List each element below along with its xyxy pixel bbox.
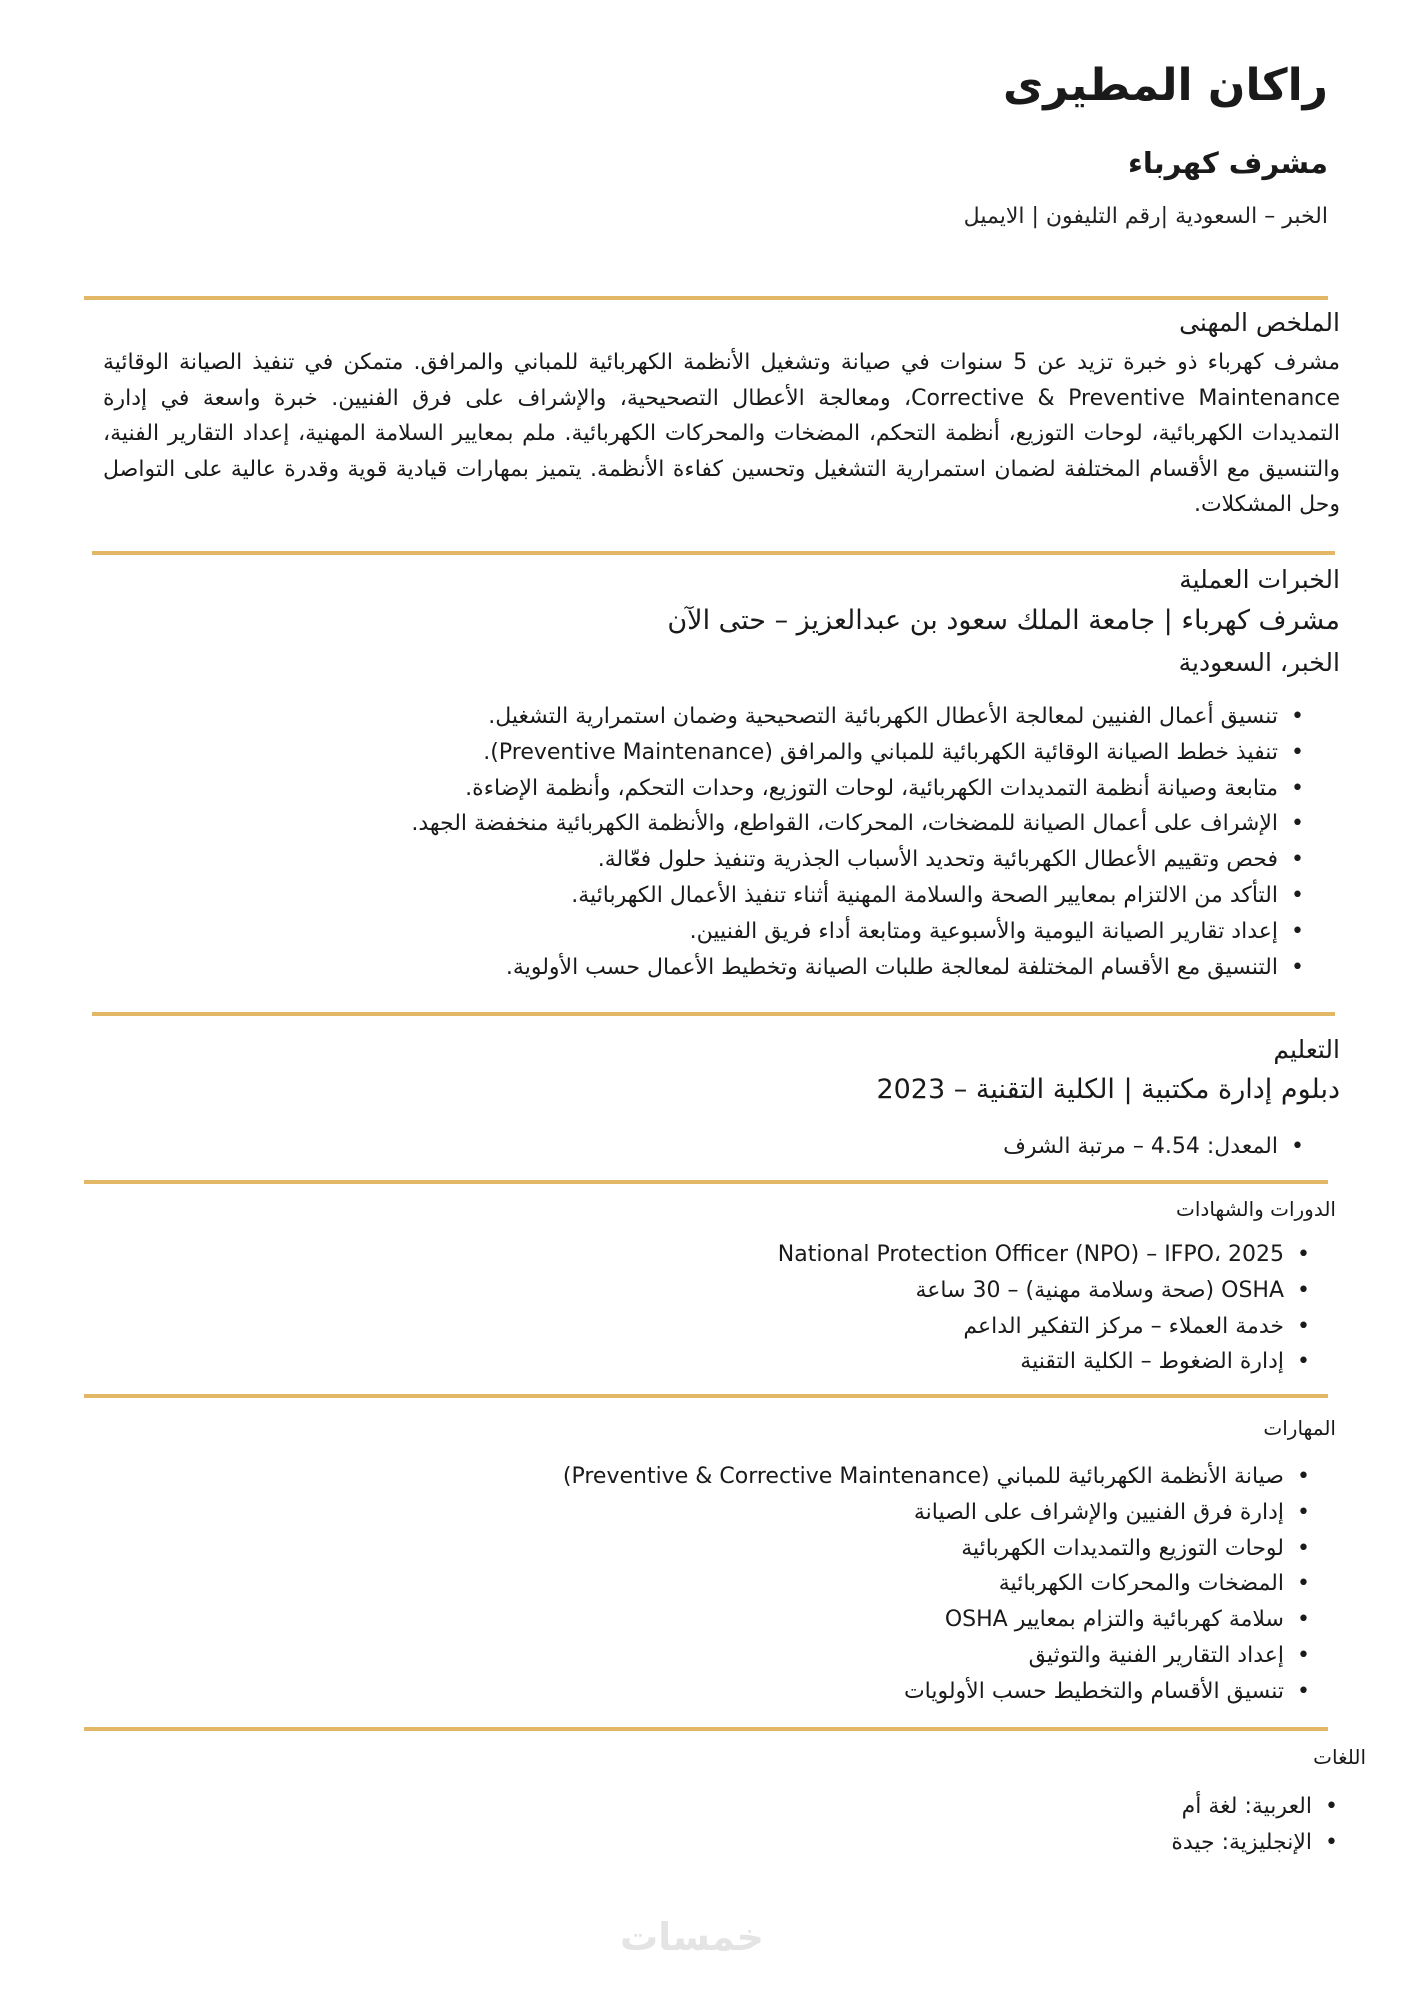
list-item: • المعدل: 4.54 – مرتبة الشرف xyxy=(1003,1129,1306,1165)
divider xyxy=(84,1180,1328,1184)
skills-list xyxy=(563,1459,1312,1710)
list-item: • National Protection Officer (NPO) – IFPO، 2025 xyxy=(778,1237,1312,1273)
divider xyxy=(92,551,1335,555)
list-item: • الإشراف على أعمال الصيانة للمضخات، المحركات، القواطع، والأنظمة الكهربائية منخفضة الجهد. xyxy=(411,806,1306,842)
list-item: • إدارة فرق الفنيين والإشراف على الصيانة xyxy=(563,1495,1312,1531)
list-item: • إعداد تقارير الصيانة اليومية والأسبوعية ومتابعة أداء فريق الفنيين. xyxy=(411,914,1306,950)
contact-line: الخبر – السعودية |رقم التليفون | الايميل xyxy=(963,204,1328,229)
experience-list xyxy=(411,699,1306,985)
list-item: • الإنجليزية: جيدة xyxy=(1171,1825,1340,1861)
certifications-list xyxy=(778,1237,1312,1380)
watermark-logo: خمسات xyxy=(620,1915,764,1959)
languages-heading: اللغات xyxy=(1313,1745,1366,1769)
experience-job: مشرف كهرباء | جامعة الملك سعود بن عبدالعزيز – حتى الآن xyxy=(667,605,1340,636)
divider xyxy=(84,1394,1328,1398)
list-item: • فحص وتقييم الأعطال الكهربائية وتحديد الأسباب الجذرية وتنفيذ حلول فعّالة. xyxy=(411,842,1306,878)
list-item: • تنسيق الأقسام والتخطيط حسب الأولويات xyxy=(563,1674,1312,1710)
list-item: • التأكد من الالتزام بمعايير الصحة والسلامة المهنية أثناء تنفيذ الأعمال الكهربائية. xyxy=(411,878,1306,914)
list-item: • المضخات والمحركات الكهربائية xyxy=(563,1566,1312,1602)
summary-text: مشرف كهرباء ذو خبرة تزيد عن 5 سنوات في صيانة وتشغيل الأنظمة الكهربائية للمباني والمرافق. متمكن في تنفيذ الصيانة الوقائية Corrective & Preventive Maintenance، ومعالجة الأعطال التصحيحية، والإشراف على فرق الفنيين. خبرة واسعة في إدارة التمديدات الكهربائية، لوحات التوزيع، أنظمة التحكم، المضخات والمحركات الكهربائية. ملم بمعايير السلامة المهنية، إعداد التقارير الفنية، والتنسيق مع الأقسام المختلفة لضمان استمرارية التشغيل وتحسين كفاءة الأنظمة. يتميز بمهارات قيادية قوية وقدرة عالية على التواصل وحل المشكلات. xyxy=(103,350,1340,517)
list-item: • تنسيق أعمال الفنيين لمعالجة الأعطال الكهربائية التصحيحية وضمان استمرارية التشغيل. xyxy=(411,699,1306,735)
skills-heading: المهارات xyxy=(1263,1416,1336,1440)
certifications-heading: الدورات والشهادات xyxy=(1176,1197,1336,1221)
divider xyxy=(92,1012,1335,1016)
list-item: • سلامة كهربائية والتزام بمعايير OSHA xyxy=(563,1602,1312,1638)
list-item: • متابعة وصيانة أنظمة التمديدات الكهربائية، لوحات التوزيع، وحدات التحكم، وأنظمة الإضاءة. xyxy=(411,771,1306,807)
list-item: • OSHA (صحة وسلامة مهنية) – 30 ساعة xyxy=(778,1273,1312,1309)
languages-list xyxy=(1171,1789,1340,1861)
experience-heading: الخبرات العملية xyxy=(1179,565,1340,594)
summary-heading: الملخص المهنى xyxy=(1179,308,1340,337)
list-item: • التنسيق مع الأقسام المختلفة لمعالجة طلبات الصيانة وتخطيط الأعمال حسب الأولوية. xyxy=(411,950,1306,986)
list-item: • إعداد التقارير الفنية والتوثيق xyxy=(563,1638,1312,1674)
divider xyxy=(84,296,1328,300)
list-item: • لوحات التوزيع والتمديدات الكهربائية xyxy=(563,1531,1312,1567)
list-item: • صيانة الأنظمة الكهربائية للمباني (Preventive & Corrective Maintenance) xyxy=(563,1459,1312,1495)
list-item: • إدارة الضغوط – الكلية التقنية xyxy=(778,1344,1312,1380)
education-degree: دبلوم إدارة مكتبية | الكلية التقنية – 2023 xyxy=(876,1074,1340,1105)
education-list xyxy=(1003,1129,1306,1165)
list-item: • العربية: لغة أم xyxy=(1171,1789,1340,1825)
job-title: مشرف كهرباء xyxy=(1128,146,1328,180)
list-item: • تنفيذ خطط الصيانة الوقائية الكهربائية للمباني والمرافق (Preventive Maintenance). xyxy=(411,735,1306,771)
education-heading: التعليم xyxy=(1273,1035,1340,1064)
experience-location: الخبر، السعودية xyxy=(1178,648,1340,677)
list-item: • خدمة العملاء – مركز التفكير الداعم xyxy=(778,1309,1312,1345)
divider xyxy=(84,1727,1328,1731)
candidate-name: راكان المطيرى xyxy=(1002,60,1328,111)
